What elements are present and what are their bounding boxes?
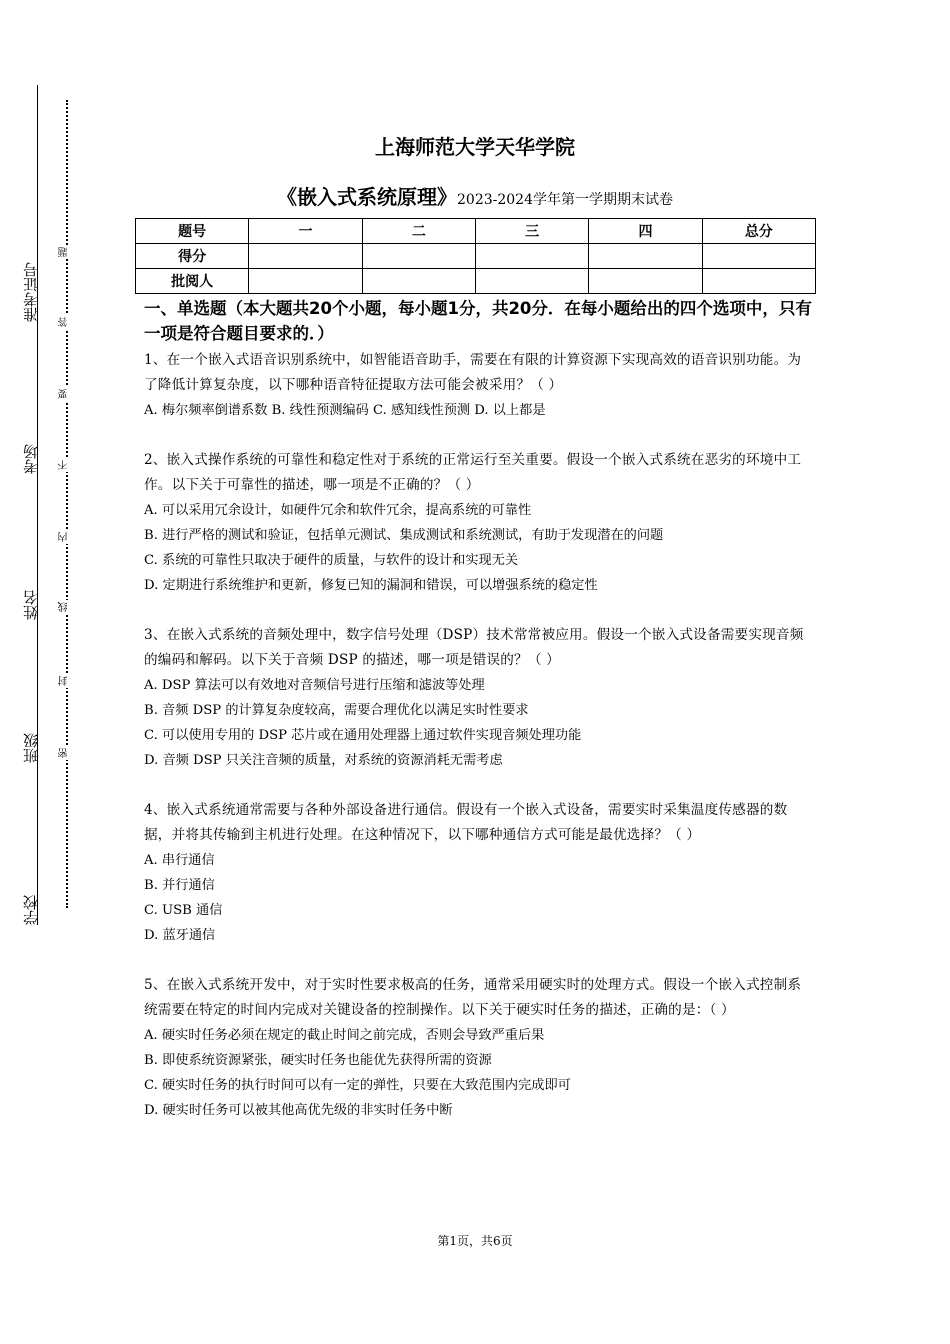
score-cell[interactable] xyxy=(249,244,362,269)
question-stem: 3、在嵌入式系统的音频处理中，数字信号处理（DSP）技术常常被应用。假设一个嵌入式设备需要实现音频的编码和解码。以下关于音频 DSP 的描述，哪一项是错误的？（ ） xyxy=(144,627,804,668)
school-label: 学校 xyxy=(22,895,40,925)
option-d: D. 蓝牙通信 xyxy=(144,928,216,943)
score-cell[interactable] xyxy=(362,244,475,269)
option-a: A. DSP 算法可以有效地对音频信号进行压缩和滤波等处理 xyxy=(144,678,485,693)
exam-title xyxy=(0,181,950,210)
option-d: D. 定期进行系统维护和更新，修复已知的漏洞和错误，可以增强系统的稳定性 xyxy=(144,578,598,593)
class-field xyxy=(20,704,42,792)
seal-char: 不 xyxy=(58,458,74,472)
option-b: B. 进行严格的测试和验证，包括单元测试、集成测试和系统测试，有助于发现潜在的问题 xyxy=(144,528,664,543)
section-title: 一、单选题（本大题共20个小题，每小题1分，共20分．在每小题给出的四个选项中，只有一项是符合题目要求的．） xyxy=(144,299,812,343)
option-c: C. 硬实时任务的执行时间可以有一定的弹性，只要在大致范围内完成即可 xyxy=(144,1078,571,1093)
seal-char: 线 xyxy=(58,600,74,614)
seal-char: 内 xyxy=(58,530,74,544)
question-2 xyxy=(144,448,812,598)
reviewer-cell[interactable] xyxy=(249,269,362,294)
score-cell[interactable] xyxy=(589,244,702,269)
reviewer-cell[interactable] xyxy=(362,269,475,294)
option-d: D. 硬实时任务可以被其他高优先级的非实时任务中断 xyxy=(144,1103,453,1118)
seal-dotted-line xyxy=(66,100,68,908)
page-number: 第1页，共6页 xyxy=(437,1234,513,1248)
col-header: 一 xyxy=(249,219,362,244)
option-c: C. 可以使用专用的 DSP 芯片或在通用处理器上通过软件实现音频处理功能 xyxy=(144,728,582,743)
option-b: B. 即使系统资源紧张，硬实时任务也能优先获得所需的资源 xyxy=(144,1053,492,1068)
score-cell[interactable] xyxy=(702,244,815,269)
seal-char: 要 xyxy=(58,387,74,401)
question-stem: 4、嵌入式系统通常需要与各种外部设备进行通信。假设有一个嵌入式设备，需要实时采集温度传感器的数据，并将其传输到主机进行处理。在这种情况下，以下哪种通信方式可能是最优选择？（ ） xyxy=(144,802,788,843)
option-c: C. USB 通信 xyxy=(144,903,223,918)
question-section xyxy=(144,296,812,1148)
question-stem: 1、在一个嵌入式语音识别系统中，如智能语音助手，需要在有限的计算资源下实现高效的语音识别功能。为了降低计算复杂度，以下哪种语音特征提取方法可能会被采用？（ ） xyxy=(144,352,802,393)
exam-id-field xyxy=(20,228,42,356)
option-a: A. 可以采用冗余设计，如硬件冗余和软件冗余，提高系统的可靠性 xyxy=(144,503,532,518)
row-label: 批阅人 xyxy=(136,269,249,294)
exam-room-field xyxy=(20,412,42,506)
name-label: 姓名 xyxy=(22,590,40,620)
score-table xyxy=(135,218,816,294)
class-label: 班级 xyxy=(22,733,40,763)
exam-term: 2023-2024学年第一学期期末试卷 xyxy=(457,192,673,208)
question-3 xyxy=(144,623,812,773)
option-b: B. 并行通信 xyxy=(144,878,215,893)
question-options: A. 梅尔频率倒谱系数 B. 线性预测编码 C. 感知线性预测 D. 以上都是 xyxy=(144,403,546,418)
score-row xyxy=(136,244,816,269)
option-c: C. 系统的可靠性只取决于硬件的质量，与软件的设计和实现无关 xyxy=(144,553,519,568)
col-header: 三 xyxy=(475,219,588,244)
row-label: 得分 xyxy=(136,244,249,269)
question-5 xyxy=(144,973,812,1123)
question-stem: 5、在嵌入式系统开发中，对于实时性要求极高的任务，通常采用硬实时的处理方式。假设一个嵌入式控制系统需要在特定的时间内完成对关键设备的控制操作。以下关于硬实时任务的描述，正确的是：（ ） xyxy=(144,977,802,1018)
score-cell[interactable] xyxy=(475,244,588,269)
exam-room-label: 考场 xyxy=(22,444,40,474)
question-4 xyxy=(144,798,812,948)
option-a: A. 硬实时任务必须在规定的截止时间之前完成，否则会导致严重后果 xyxy=(144,1028,545,1043)
seal-char: 题 xyxy=(58,245,74,259)
reviewer-cell[interactable] xyxy=(702,269,815,294)
score-table-header xyxy=(136,219,816,244)
seal-char: 封 xyxy=(58,674,74,688)
seal-char: 密 xyxy=(58,746,74,760)
school-title: 上海师范大学天华学院 xyxy=(375,135,575,159)
seal-char: 答 xyxy=(58,315,74,329)
col-header: 二 xyxy=(362,219,475,244)
reviewer-cell[interactable] xyxy=(589,269,702,294)
col-header: 题号 xyxy=(136,219,249,244)
option-a: A. 串行通信 xyxy=(144,853,215,868)
question-stem: 2、嵌入式操作系统的可靠性和稳定性对于系统的正常运行至关重要。假设一个嵌入式系统在恶劣的环境中工作。以下关于可靠性的描述，哪一项是不正确的？（ ） xyxy=(144,452,802,493)
course-name: 《嵌入式系统原理》 xyxy=(277,185,457,209)
school-field xyxy=(20,880,42,940)
question-1 xyxy=(144,348,812,423)
name-field xyxy=(20,560,42,650)
reviewer-cell[interactable] xyxy=(475,269,588,294)
reviewer-row xyxy=(136,269,816,294)
col-header: 四 xyxy=(589,219,702,244)
col-header: 总分 xyxy=(702,219,815,244)
option-d: D. 音频 DSP 只关注音频的质量，对系统的资源消耗无需考虑 xyxy=(144,753,503,768)
exam-id-label: 准考证号 xyxy=(22,262,40,322)
option-b: B. 音频 DSP 的计算复杂度较高，需要合理优化以满足实时性要求 xyxy=(144,703,529,718)
